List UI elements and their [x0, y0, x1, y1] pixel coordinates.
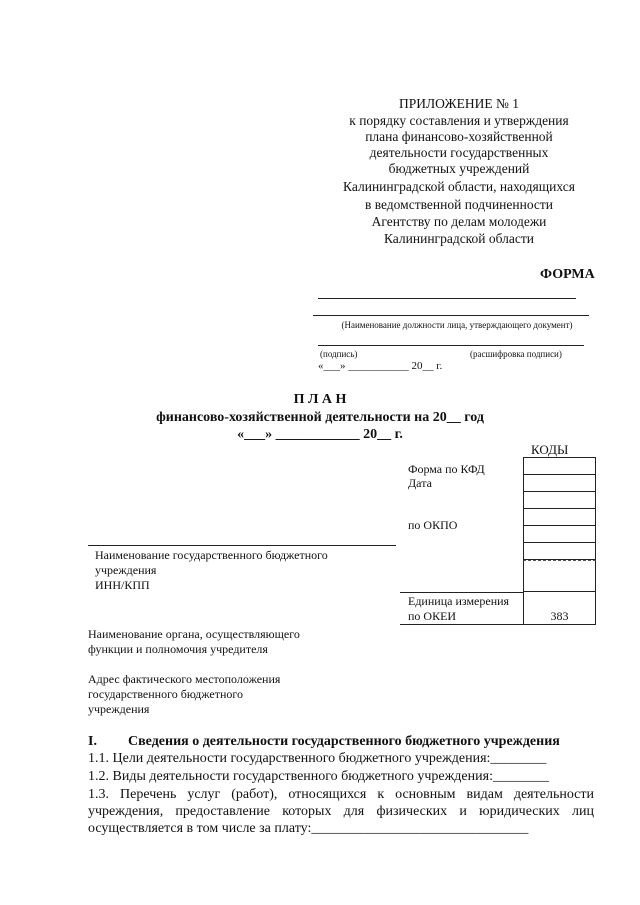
decoding-caption: (расшифровка подписи)	[470, 349, 562, 359]
institution-name-label-2: учреждения	[95, 563, 157, 577]
code-cell-okpo	[523, 509, 596, 526]
code-cell-inn	[523, 560, 596, 592]
plan-title: П Л А Н	[293, 392, 347, 407]
header-line-7: Агентству по делам молодежи	[371, 214, 547, 229]
code-cell-blank-3	[523, 543, 596, 560]
signature-line	[318, 345, 584, 346]
header-line-1: к порядку составления и утверждения	[349, 113, 569, 128]
okpo-label: по ОКПО	[408, 518, 458, 532]
plan-date: «___» ____________ 20__ г.	[237, 427, 403, 442]
inn-label: ИНН/КПП	[95, 578, 150, 592]
unit-label: Единица измерения	[408, 594, 510, 608]
approval-date: «___» ___________ 20__ г.	[318, 360, 443, 372]
code-cell-date	[523, 475, 596, 492]
form-label: ФОРМА	[540, 267, 595, 282]
section-item-2: 1.2. Виды деятельности государственного бюджетного учреждения:________	[88, 769, 549, 784]
code-cell-blank-1	[523, 492, 596, 509]
approver-position-line-2	[313, 315, 589, 316]
form-kfd-label: Форма по КФД	[408, 462, 485, 476]
okei-bottom-line	[400, 624, 596, 625]
section-item-3-line-2: учреждения, предоставление которых для физических и юридических лиц	[88, 804, 594, 819]
header-line-5: Калининградской области, находящихся	[343, 179, 575, 194]
code-cell-blank-2	[523, 526, 596, 543]
section-item-1: 1.1. Цели деятельности государственного бюджетного учреждения:________	[88, 751, 547, 766]
approver-position-line	[318, 298, 576, 299]
section-title: Сведения о деятельности государственного бюджетного учреждения	[128, 734, 560, 749]
okei-label: по ОКЕИ	[408, 609, 457, 623]
code-cell-form	[523, 458, 596, 475]
date-label: Дата	[408, 476, 432, 490]
institution-line	[88, 545, 396, 546]
codes-header: КОДЫ	[531, 442, 569, 457]
header-line-3: деятельности государственных	[369, 145, 549, 160]
header-line-4: бюджетных учреждений	[388, 161, 530, 176]
section-item-3-line-1: 1.3. Перечень услуг (работ), относящихся к основным видам деятельности	[88, 787, 594, 802]
institution-name-label: Наименование государственного бюджетного	[95, 548, 328, 562]
address-label: Адрес фактического местоположения	[88, 672, 281, 686]
header-line-8: Калининградской области	[383, 231, 535, 246]
header-line-2: плана финансово-хозяйственной	[365, 129, 553, 144]
signature-caption: (подпись)	[320, 349, 358, 359]
code-cell-okei: 383	[523, 591, 596, 625]
plan-subtitle: финансово-хозяйственной деятельности на 20__ год	[156, 410, 484, 425]
header-line-6: в ведомственной подчиненности	[364, 197, 554, 212]
appendix-title: ПРИЛОЖЕНИЕ № 1	[398, 96, 520, 111]
founder-label: Наименование органа, осуществляющего	[88, 627, 300, 641]
unit-top-line	[400, 592, 523, 593]
section-number: I.	[88, 734, 97, 749]
section-item-3-line-3: осуществляется в том числе за плату:_______________________________	[88, 821, 529, 836]
address-label-2: государственного бюджетного	[88, 687, 244, 701]
position-caption: (Наименование должности лица, утверждающего документ)	[341, 320, 573, 330]
address-label-3: учреждения	[88, 702, 150, 716]
founder-label-2: функции и полномочия учредителя	[88, 642, 268, 656]
